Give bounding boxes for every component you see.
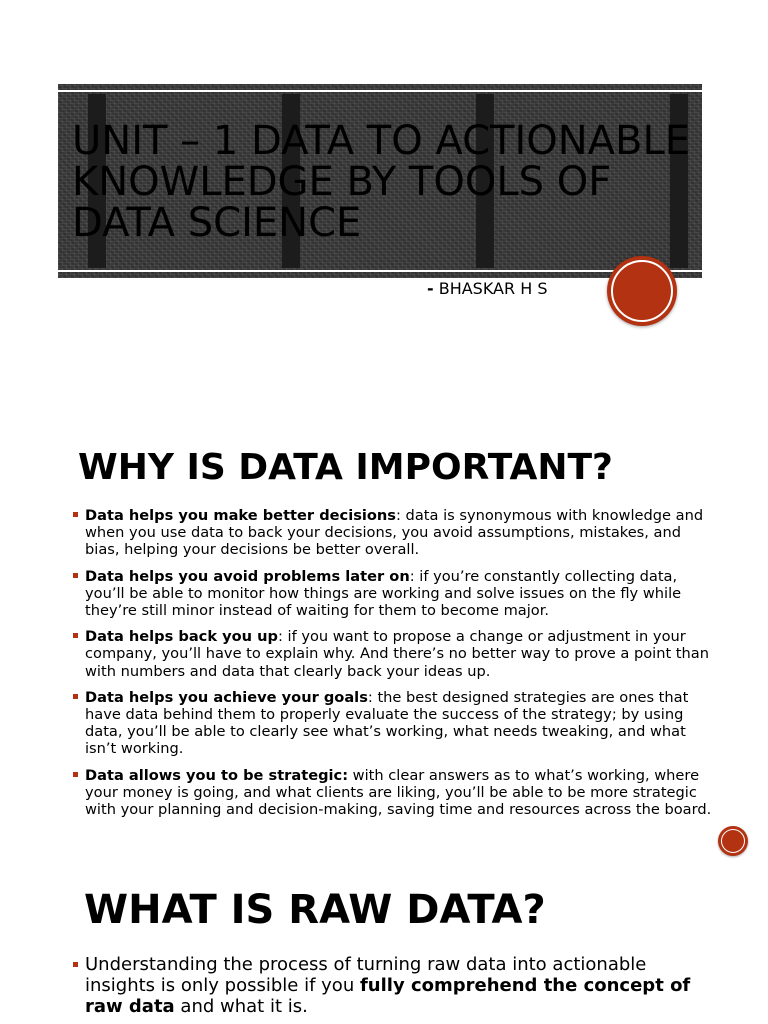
- decorative-circle-icon: [718, 826, 748, 856]
- raw-text-before: Understanding the process of turning raw data into actionable insights is only possible if you: [85, 954, 647, 996]
- bullet-square-icon: [73, 573, 78, 578]
- bullet-square-icon: [73, 772, 78, 777]
- banner-bottom-rule: [58, 270, 702, 272]
- author-name: BHASKAR H S: [433, 279, 548, 298]
- bullet-text: : if you want to propose a change or adjustment in your company, you’ll have to explain why. And there’s no better way to prove a point than with numbers and data that clearly back your ideas up.: [85, 628, 709, 680]
- bullet-lead: Data helps back you up: [85, 628, 278, 646]
- raw-text-after: and what it is.: [174, 995, 308, 1017]
- bullet-lead: Data helps you make better decisions: [85, 507, 396, 524]
- raw-data-heading: WHAT IS RAW DATA?: [84, 887, 546, 933]
- bullet-lead: Data allows you to be strategic:: [85, 766, 349, 784]
- raw-data-list: [72, 955, 712, 1017]
- bullet-square-icon: [73, 633, 78, 638]
- list-item: [72, 568, 712, 620]
- decorative-circle-icon: [607, 256, 677, 326]
- list-item: [72, 689, 712, 758]
- bullet-text: with clear answers as to what’s working, where your money is going, and what clients are liking, you’ll be able to be more strategic with your planning and decision-making, saving time and resources across the board.: [85, 766, 712, 819]
- list-item: [72, 628, 712, 680]
- bullet-text: : the best designed strategies are ones that have data behind them to properly evaluate the success of the strategy; by using data, you’ll be able to clearly see what’s working, what needs tweaking, and what isn’t working.: [85, 688, 689, 758]
- bullet-square-icon: [73, 962, 78, 967]
- banner-top-rule: [58, 90, 702, 92]
- bullet-lead: Data helps you avoid problems later on: [85, 567, 410, 585]
- why-data-list: [72, 507, 712, 827]
- bullet-text: : if you’re constantly collecting data, you’ll be able to monitor how things are working and solve issues on the fly while they’re still minor instead of waiting for them to become major.: [85, 567, 682, 620]
- author-dash: -: [427, 279, 434, 298]
- bullet-square-icon: [73, 512, 78, 517]
- why-data-heading: WHY IS DATA IMPORTANT?: [78, 447, 613, 488]
- list-item: [72, 507, 712, 559]
- list-item: [72, 767, 712, 819]
- bullet-lead: Data helps you achieve your goals: [85, 688, 368, 706]
- list-item: [72, 955, 712, 1017]
- raw-text-strong: fully comprehend the concept of raw data: [85, 974, 691, 1017]
- slide-title: UNIT – 1 DATA TO ACTIONABLE KNOWLEDGE BY TOOLS OF DATA SCIENCE: [72, 118, 691, 246]
- bullet-square-icon: [73, 694, 78, 699]
- bullet-text: : data is synonymous with knowledge and when you use data to back your decisions, you avoid assumptions, mistakes, and bias, helping your decisions be better overall.: [85, 507, 704, 559]
- author-line: [427, 279, 547, 298]
